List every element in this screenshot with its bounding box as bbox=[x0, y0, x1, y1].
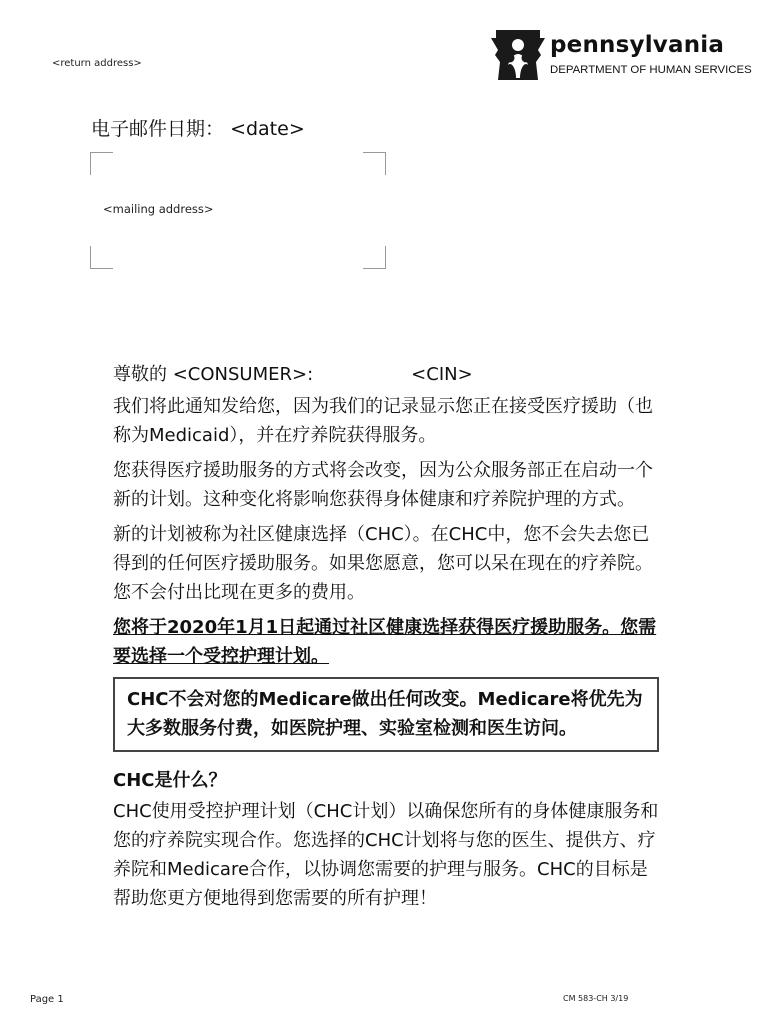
email-date-label: 电子邮件日期： bbox=[91, 118, 225, 140]
section-heading-what-is-chc: CHC是什么？ bbox=[113, 770, 227, 791]
date-placeholder: <date> bbox=[230, 118, 305, 140]
logo-department: DEPARTMENT OF HUMAN SERVICES bbox=[550, 64, 752, 76]
logo-wordmark: pennsylvania bbox=[550, 32, 725, 58]
return-address: <return address> bbox=[52, 58, 142, 69]
salutation-line bbox=[113, 360, 661, 389]
letter-body bbox=[113, 360, 661, 919]
form-code: CM 583-CH 3/19 bbox=[563, 994, 629, 1003]
paragraph-change: 您获得医疗援助服务的方式将会改变，因为公众服务部正在启动一个新的计划。这种变化将影响您获得身体健康和疗养院护理的方式。 bbox=[113, 460, 653, 510]
address-corner-top-left bbox=[90, 152, 113, 175]
mailing-address: <mailing address> bbox=[103, 202, 214, 216]
emphasis-notice: 您将于2020年1月1日起通过社区健康选择获得医疗援助服务。您需要选择一个受控护理计划。 bbox=[113, 617, 657, 667]
address-corner-bottom-left bbox=[90, 246, 113, 269]
page-number: Page 1 bbox=[30, 994, 64, 1005]
cin-placeholder: <CIN> bbox=[411, 364, 473, 385]
salutation: 尊敬的 <CONSUMER>: bbox=[113, 364, 314, 385]
keystone-family-icon bbox=[490, 28, 546, 82]
address-corner-bottom-right bbox=[363, 246, 386, 269]
address-window bbox=[90, 152, 386, 269]
email-date-line bbox=[91, 114, 305, 141]
paragraph-what-is-chc: CHC使用受控护理计划（CHC计划）以确保您所有的身体健康服务和您的疗养院实现合作。您选择的CHC计划将与您的医生、提供方、疗养院和Medicare合作，以协调您需要的护理与服务。CHC的目标是帮助您更方便地得到您需要的所有护理！ bbox=[113, 801, 659, 909]
medicare-note-box: CHC不会对您的Medicare做出任何改变。Medicare将优先为大多数服务付费，如医院护理、实验室检测和医生访问。 bbox=[113, 677, 659, 752]
paragraph-chc: 新的计划被称为社区健康选择（CHC）。在CHC中，您不会失去您已得到的任何医疗援助服务。如果您愿意，您可以呆在现在的疗养院。您不会付出比现在更多的费用。 bbox=[113, 524, 653, 603]
dhs-logo bbox=[490, 28, 750, 84]
address-corner-top-right bbox=[363, 152, 386, 175]
paragraph-intro: 我们将此通知发给您，因为我们的记录显示您正在接受医疗援助（也称为Medicaid），并在疗养院获得服务。 bbox=[113, 396, 653, 446]
